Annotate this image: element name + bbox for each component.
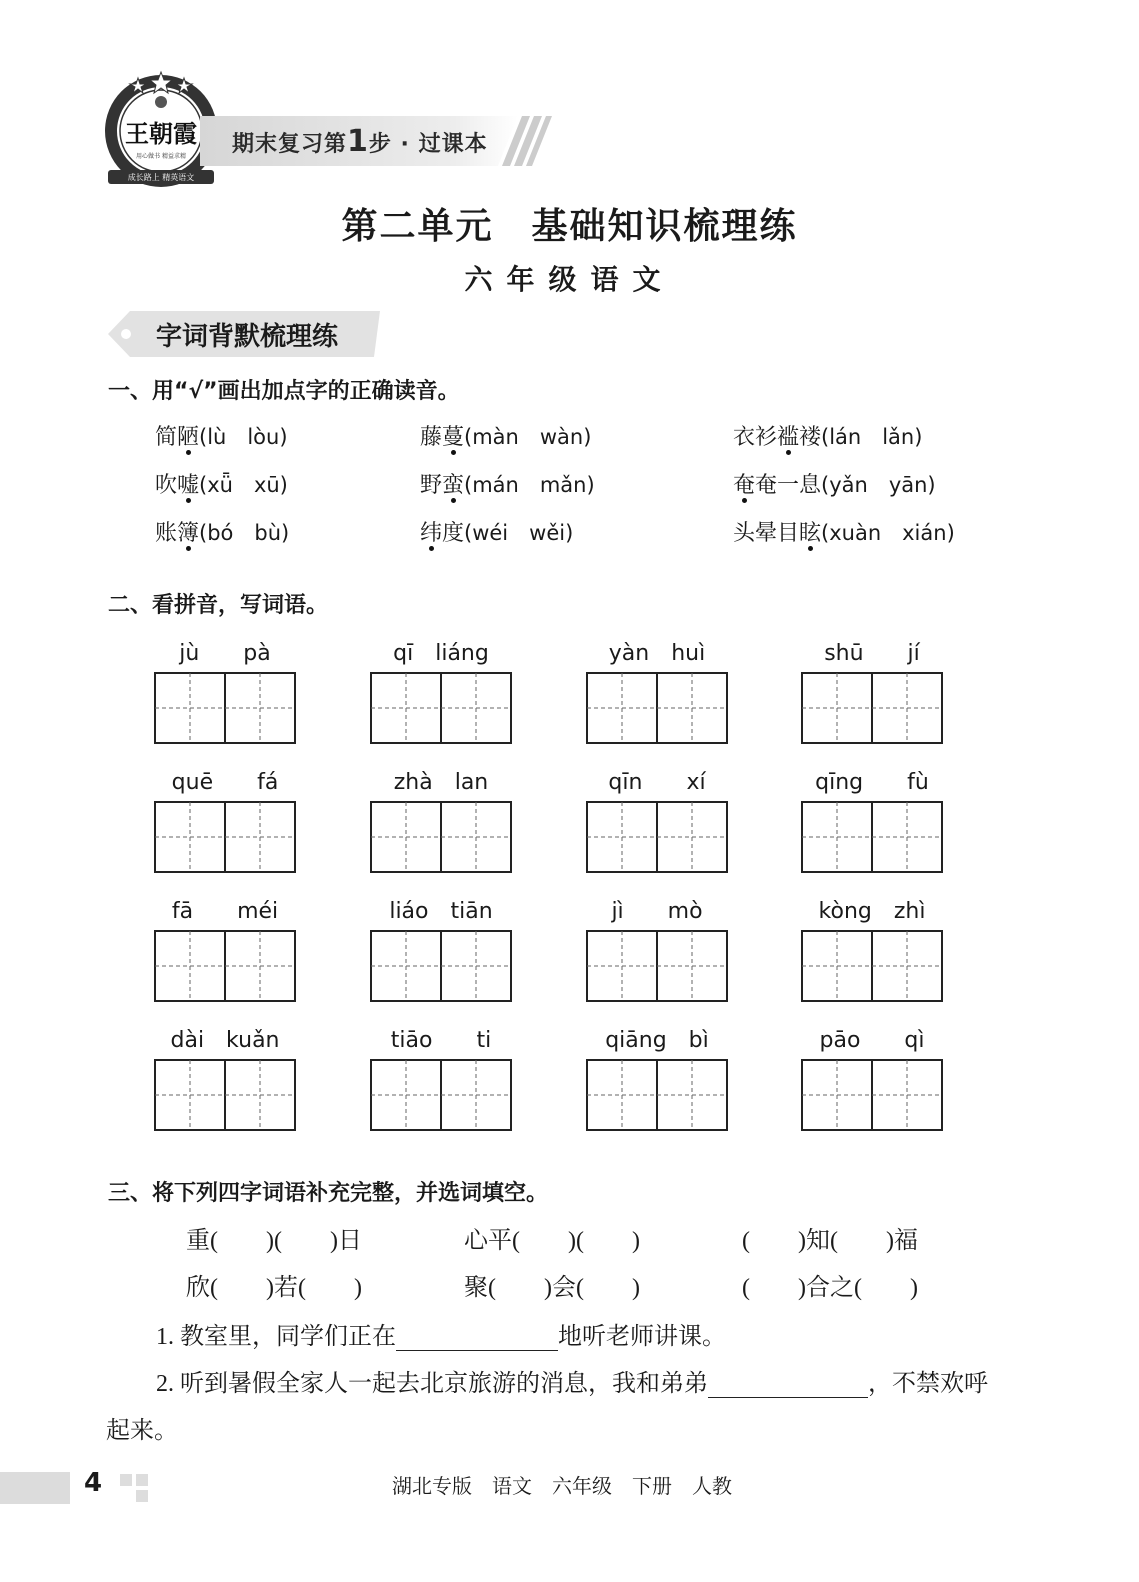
idiom-6[interactable]: ( )合之( ) <box>742 1275 918 1301</box>
page-title: 第二单元 基础知识梳理练 <box>341 206 798 247</box>
writing-grid[interactable] <box>801 672 943 744</box>
emphasis-dot <box>742 498 747 503</box>
writing-grid[interactable] <box>154 930 296 1002</box>
footer-edition: 湖北专版 语文 六年级 下册 人教 <box>392 1476 732 1498</box>
pinyin-label: yàn huì <box>608 641 706 666</box>
pronunciation-item[interactable] <box>155 420 288 451</box>
sentence-2: 2. 听到暑假全家人一起去北京旅游的消息，我和弟弟 ，不禁欢呼 <box>156 1371 988 1397</box>
pinyin-label: zhà lan <box>393 770 489 795</box>
page-subtitle: 六年级语文 <box>464 263 675 296</box>
pinyin-label: jù pà <box>179 641 271 666</box>
writing-grid[interactable] <box>801 930 943 1002</box>
pronunciation-item[interactable] <box>733 516 955 547</box>
question-3-title: 三、将下列四字词语补充完整，并选词填空。 <box>108 1181 549 1206</box>
pinyin-options[interactable]: (yǎn yān) <box>821 473 936 497</box>
emphasis-dot <box>786 450 791 455</box>
answer-blank-2[interactable] <box>708 1373 868 1398</box>
emphasis-dot <box>186 450 191 455</box>
pinyin-options[interactable]: (xǖ xū) <box>199 473 288 497</box>
writing-grid[interactable] <box>801 1059 943 1131</box>
word: 衣衫褴褛 <box>733 424 822 449</box>
pinyin-label: fā méi <box>171 899 279 924</box>
pinyin-label: jì mò <box>611 899 703 924</box>
pinyin-label: liáo tiān <box>389 899 493 924</box>
pinyin-label: qī liáng <box>393 641 489 666</box>
pinyin-options[interactable]: (mán mǎn) <box>464 473 595 497</box>
question-1-title: 一、用“√”画出加点字的正确读音。 <box>108 379 460 404</box>
writing-grid[interactable] <box>586 801 728 873</box>
sentence-2-continued: 起来。 <box>106 1418 178 1444</box>
writing-grid[interactable] <box>370 930 512 1002</box>
section-tag-label: 字词背默梳理练 <box>156 322 339 352</box>
pronunciation-item[interactable] <box>733 468 936 499</box>
idiom-5[interactable]: 聚( )会( ) <box>464 1275 640 1301</box>
writing-grid[interactable] <box>586 930 728 1002</box>
banner-title: 期末复习第1步 · 过课本 <box>232 124 488 159</box>
writing-grid[interactable] <box>586 1059 728 1131</box>
pinyin-label: qiāng bì <box>605 1028 709 1053</box>
pinyin-label: qīn xí <box>608 770 706 795</box>
emphasis-dot <box>429 546 434 551</box>
idiom-3[interactable]: ( )知( )福 <box>742 1228 918 1254</box>
word: 头晕目眩 <box>733 520 822 545</box>
emphasis-dot <box>186 546 191 551</box>
word: 吹嘘 <box>155 472 200 497</box>
pinyin-label: kòng zhì <box>818 899 926 924</box>
word: 纬度 <box>420 520 465 545</box>
idiom-2[interactable]: 心平( )( ) <box>464 1228 640 1254</box>
pinyin-label: quē fá <box>171 770 279 795</box>
idiom-4[interactable]: 欣( )若( ) <box>186 1275 362 1301</box>
pinyin-label: shū jí <box>824 641 920 666</box>
emphasis-dot <box>451 450 456 455</box>
pinyin-options[interactable]: (lù lòu) <box>199 425 288 449</box>
pinyin-options[interactable]: (lán lǎn) <box>821 425 923 449</box>
pinyin-label: tiāo ti <box>390 1028 492 1053</box>
pinyin-label: qīng fù <box>815 770 929 795</box>
word: 奄奄一息 <box>733 472 822 497</box>
pinyin-label: dài kuǎn <box>170 1028 280 1053</box>
pronunciation-item[interactable] <box>420 420 591 451</box>
footer-squares-decoration <box>120 1474 150 1504</box>
idiom-1[interactable]: 重( )( )日 <box>186 1228 362 1254</box>
writing-grid[interactable] <box>586 672 728 744</box>
word: 野蛮 <box>420 472 465 497</box>
writing-grid[interactable] <box>370 672 512 744</box>
writing-grid[interactable] <box>154 672 296 744</box>
pinyin-label: pāo qì <box>819 1028 925 1053</box>
writing-grid[interactable] <box>801 801 943 873</box>
pinyin-options[interactable]: (màn wàn) <box>464 425 592 449</box>
writing-grid[interactable] <box>370 1059 512 1131</box>
pinyin-options[interactable]: (xuàn xián) <box>821 521 955 545</box>
writing-grid[interactable] <box>154 801 296 873</box>
logo-text: 王朝霞 <box>125 119 197 148</box>
word: 简陋 <box>155 424 200 449</box>
pronunciation-item[interactable] <box>733 420 922 451</box>
svg-text:成长路上 精英语文: 成长路上 精英语文 <box>127 173 195 182</box>
pronunciation-item[interactable] <box>155 468 288 499</box>
writing-grid[interactable] <box>154 1059 296 1131</box>
sentence-1: 1. 教室里，同学们正在 地听老师讲课。 <box>156 1324 726 1350</box>
page-number: 4 <box>84 1468 103 1498</box>
pinyin-options[interactable]: (bó bù) <box>199 521 290 545</box>
writing-grid[interactable] <box>370 801 512 873</box>
word: 账簿 <box>155 520 200 545</box>
footer-bar <box>0 1472 70 1504</box>
pronunciation-item[interactable] <box>155 516 289 547</box>
word: 藤蔓 <box>420 424 465 449</box>
pronunciation-item[interactable] <box>420 468 595 499</box>
pronunciation-item[interactable] <box>420 516 573 547</box>
emphasis-dot <box>808 546 813 551</box>
pinyin-options[interactable]: (wéi wěi) <box>464 521 574 545</box>
question-2-title: 二、看拼音，写词语。 <box>108 593 329 618</box>
emphasis-dot <box>451 498 456 503</box>
emphasis-dot <box>186 498 191 503</box>
answer-blank-1[interactable] <box>396 1326 558 1351</box>
svg-text:用心做书 精益求精: 用心做书 精益求精 <box>136 153 186 160</box>
